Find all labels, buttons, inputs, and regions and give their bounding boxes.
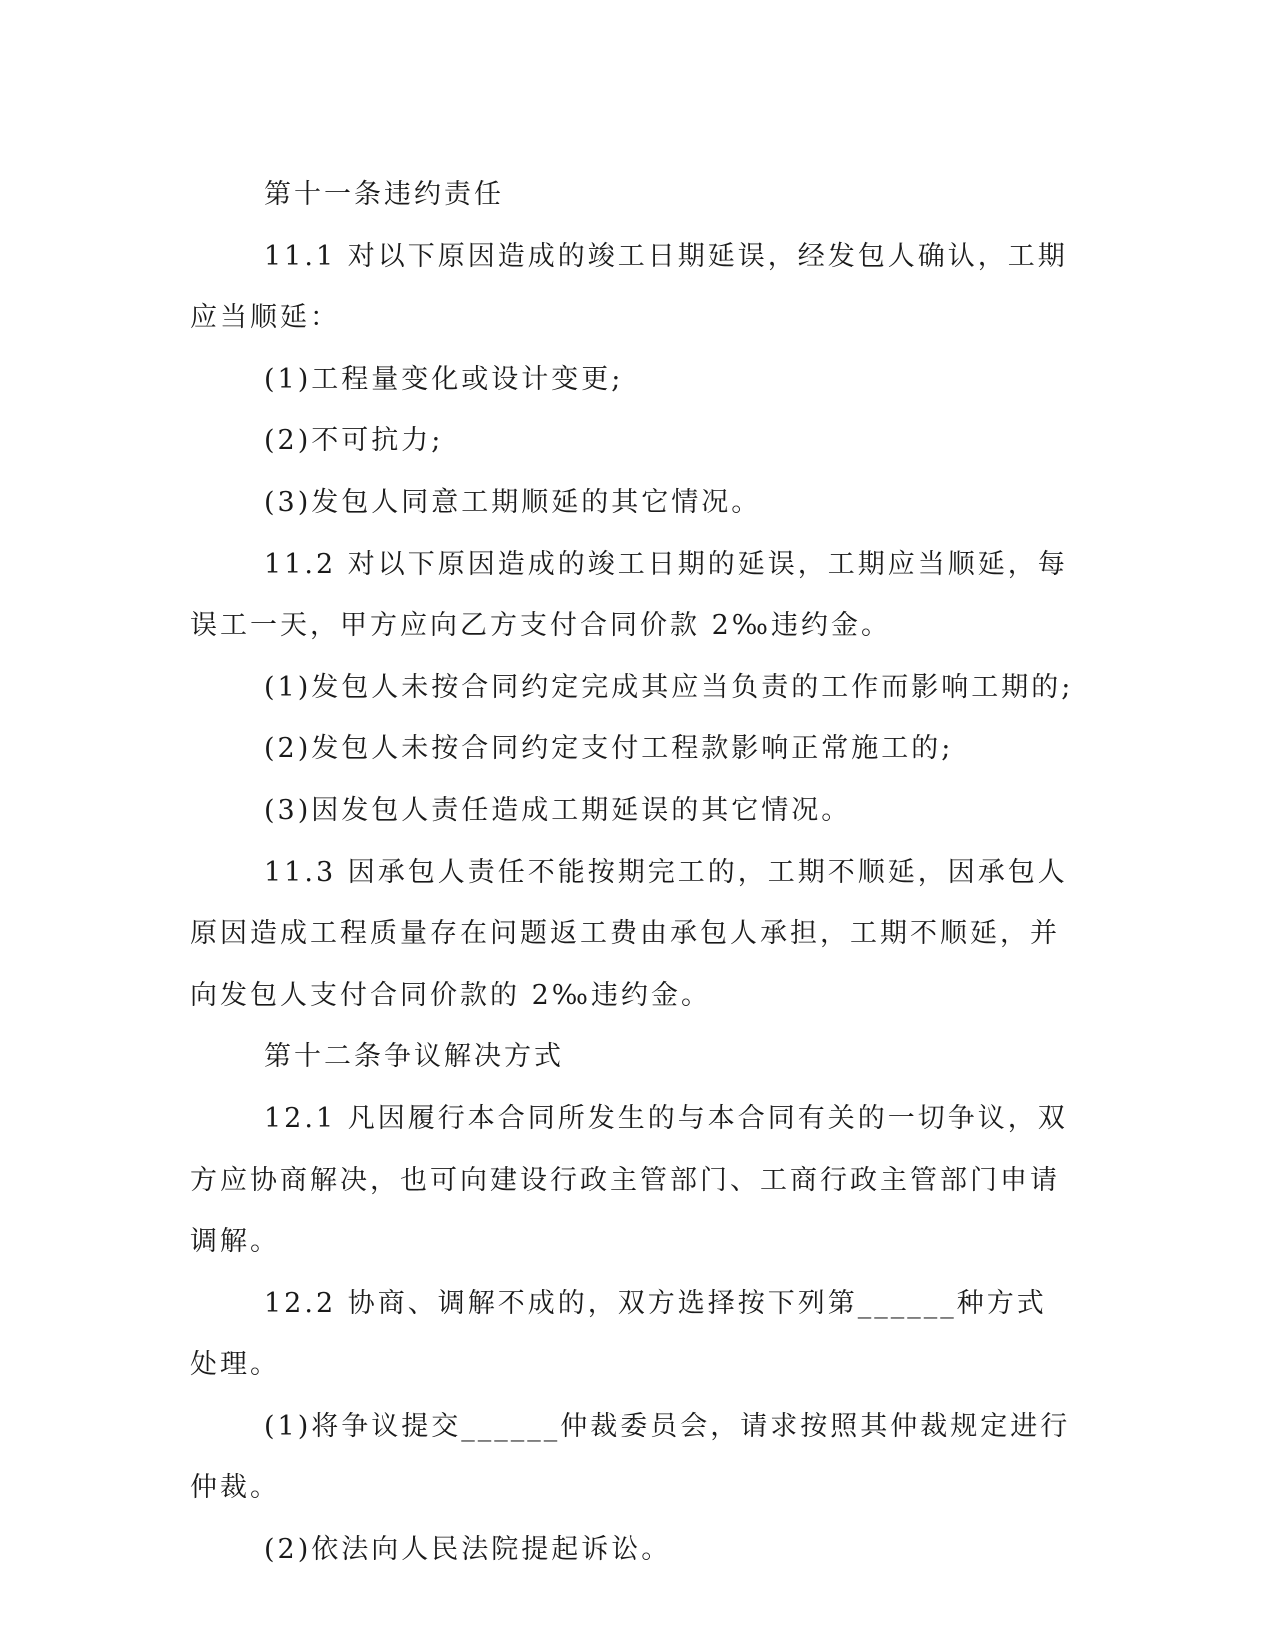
clause-11-2-item-1: (1)发包人未按合同约定完成其应当负责的工作而影响工期的; (264, 671, 1074, 703)
clause-11-1-item-2: (2)不可抗力; (264, 425, 444, 457)
section-heading-12: 第十二条争议解决方式 (264, 1041, 564, 1073)
clause-11-1-item-3: (3)发包人同意工期顺延的其它情况。 (264, 486, 762, 518)
clause-12-1: 12.1 凡因履行本合同所发生的与本合同有关的一切争议，双方应协商解决，也可向建设行政主管部门、工商行政主管部门申请调解。 (190, 1102, 1068, 1258)
clause-11-2: 11.2 对以下原因造成的竣工日期的延误，工期应当顺延，每误工一天，甲方应向乙方支付合同价款 2‰违约金。 (190, 548, 1068, 642)
clause-11-1: 11.1 对以下原因造成的竣工日期延误，经发包人确认，工期应当顺延： (190, 240, 1068, 334)
clause-11-2-item-2: (2)发包人未按合同约定支付工程款影响正常施工的; (264, 733, 954, 765)
clause-11-3: 11.3 因承包人责任不能按期完工的，工期不顺延，因承包人原因造成工程质量存在问题返工费由承包人承担，工期不顺延，并向发包人支付合同价款的 2‰违约金。 (190, 856, 1068, 1011)
section-heading-11: 第十一条违约责任 (264, 179, 504, 210)
clause-11-1-item-1: (1)工程量变化或设计变更; (264, 363, 624, 395)
clause-12-2-item-1: (1)将争议提交______仲裁委员会，请求按照其仲裁规定进行仲裁。 (190, 1410, 1071, 1504)
clause-11-2-item-3: (3)因发包人责任造成工期延误的其它情况。 (264, 794, 852, 826)
document-body (190, 164, 1075, 1581)
clause-12-2: 12.2 协商、调解不成的，双方选择按下列第______种方式处理。 (190, 1287, 1047, 1381)
clause-12-2-item-2: (2)依法向人民法院提起诉讼。 (264, 1534, 672, 1566)
